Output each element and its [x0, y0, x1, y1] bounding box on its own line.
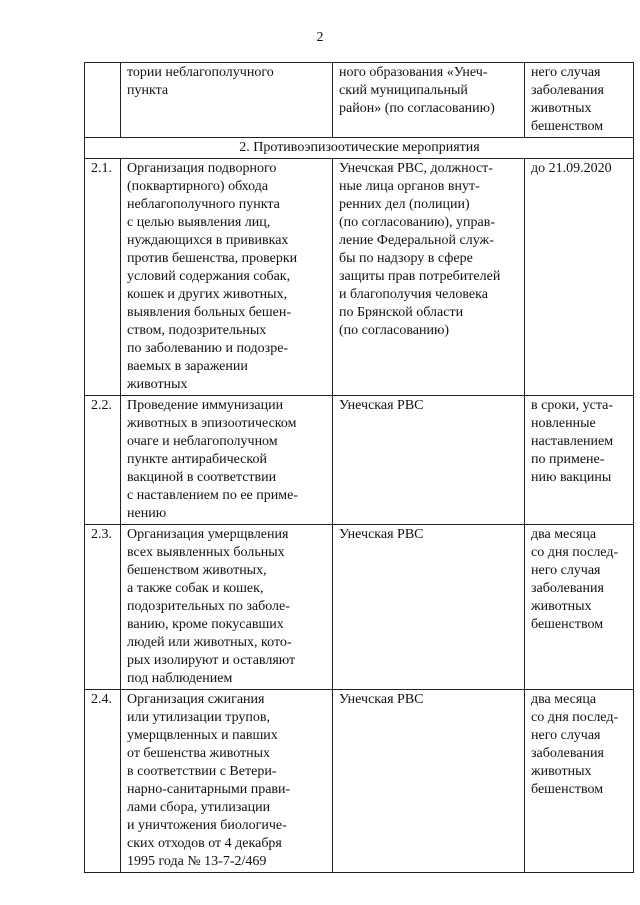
responsible-cell: Унечская РВС	[333, 396, 525, 525]
page-number: 2	[316, 30, 324, 45]
table-row	[85, 525, 634, 690]
term-cell: два месяца со дня послед- него случая заболевания животных бешенством	[525, 690, 634, 873]
row-number: 2.3.	[85, 525, 121, 690]
row-number: 2.1.	[85, 159, 121, 396]
task-cell: тории неблагополучного пункта	[121, 63, 333, 138]
term-cell: до 21.09.2020	[525, 159, 634, 396]
responsible-cell: Унечская РВС, должност- ные лица органов внут- ренних дел (полиции) (по согласованию), управ- ление Федеральной служ- бы по надзору в сфере защиты прав потребителей и благополучия человека по Брянской области (по согласованию)	[333, 159, 525, 396]
table-row	[85, 159, 634, 396]
row-number: 2.2.	[85, 396, 121, 525]
row-number	[85, 63, 121, 138]
task-cell: Организация умерщвления всех выявленных больных бешенством животных, а также собак и кошек, подозрительных по заболе- ванию, кроме покусавших людей или животных, кото- рых изолируют и оставляют под наблюдением	[121, 525, 333, 690]
task-cell: Организация подворного (поквартирного) обхода неблагополучного пункта с целью выявления лиц, нуждающихся в прививках против бешенства, проверки условий содержания собак, кошек и других животных, выявления больных бешен- ством, подозрительных по заболеванию и подозре- ваемых в заражении животных	[121, 159, 333, 396]
table-row	[85, 396, 634, 525]
section-header-row	[85, 138, 634, 159]
table-row-continued	[85, 63, 634, 138]
row-number: 2.4.	[85, 690, 121, 873]
measures-table	[84, 62, 634, 873]
section-title: 2. Противоэпизоотические мероприятия	[85, 138, 634, 159]
table-row	[85, 690, 634, 873]
task-cell: Проведение иммунизации животных в эпизоотическом очаге и неблагополучном пункте антирабической вакциной в соответствии с наставлением по ее приме- нению	[121, 396, 333, 525]
term-cell: в сроки, уста- новленные наставлением по примене- нию вакцины	[525, 396, 634, 525]
responsible-cell: Унечская РВС	[333, 525, 525, 690]
task-cell: Организация сжигания или утилизации трупов, умерщвленных и павших от бешенства животных в соответствии с Ветери- нарно-санитарными прави- лами сбора, утилизации и уничтожения биологиче- ских отходов от 4 декабря 1995 года № 13-7-2/469	[121, 690, 333, 873]
responsible-cell: ного образования «Унеч- ский муниципальный район» (по согласованию)	[333, 63, 525, 138]
term-cell: него случая заболевания животных бешенством	[525, 63, 634, 138]
responsible-cell: Унечская РВС	[333, 690, 525, 873]
term-cell: два месяца со дня послед- него случая заболевания животных бешенством	[525, 525, 634, 690]
